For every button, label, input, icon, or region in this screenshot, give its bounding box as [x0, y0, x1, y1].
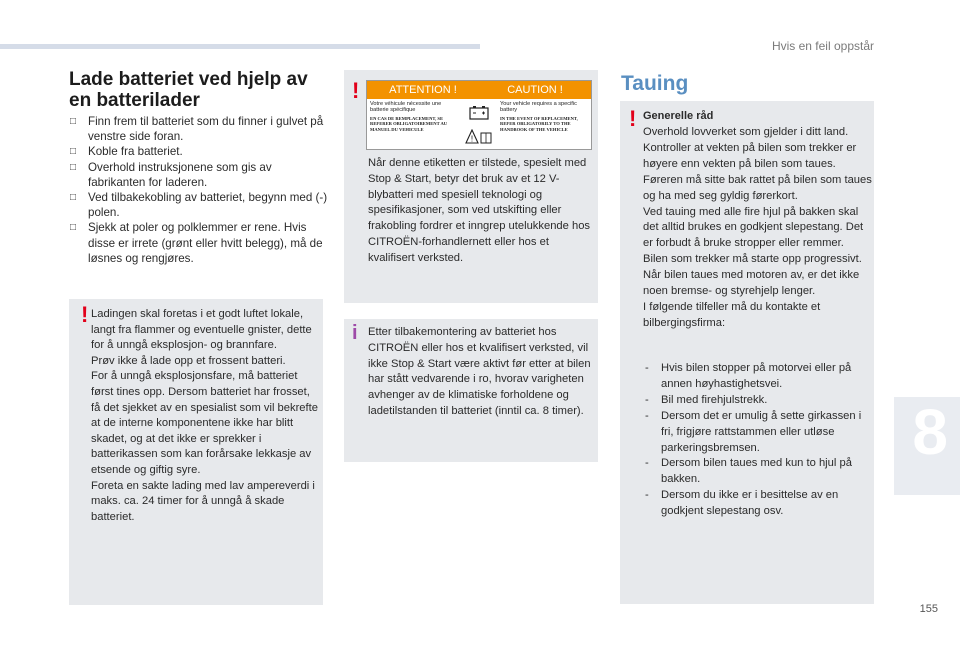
check-box-icon: □: [70, 192, 77, 204]
towing-cases-list: [643, 361, 873, 520]
battery-warning-sticker: [366, 80, 592, 150]
sticker-caution: CAUTION !: [507, 84, 563, 96]
warning-exclamation-icon: !: [629, 106, 637, 131]
battery-steps-list: [70, 114, 332, 266]
list-item: - Dersom bilen taues med kun to hjul på bakken.: [645, 457, 852, 486]
warning-book-icon: [465, 129, 493, 145]
list-item: - Hvis bilen stopper på motorvei eller på annen høyhastighetsvei.: [645, 362, 852, 390]
list-item: - Dersom du ikke er i besittelse av en godkjent slepestang osv.: [645, 489, 839, 518]
list-item: □ Koble fra batteriet.: [70, 145, 183, 159]
check-box-icon: □: [70, 146, 77, 158]
list-item: - Bil med firehjulstrekk.: [645, 393, 768, 406]
list-item: □ Finn frem til batteriet som du finner i gulvet på venstre side foran.: [70, 115, 324, 144]
warning-exclamation-icon: !: [352, 78, 360, 103]
towing-heading: Generelle råd: [643, 110, 714, 122]
sticker-french: Votre véhicule nécessite une batterie spécifique EN CAS DE REMPLACEMENT, SE REFERER OBLIGATOIREMENT AU MANUEL DU VEHICULE: [370, 101, 448, 132]
list-item: - Dersom det er umulig å sette girkassen i fri, frigjøre rattstammen eller utløse parkeringsbremsen.: [645, 409, 862, 454]
stop-start-info-text: Etter tilbakemontering av batteriet hos CITROËN eller hos et kvalifisert verksted, vil ikke Stop & Start være aktivt før etter at bilen har stått vedvarende i ro, hvorav varigheten avhenger av de klimatiske forholdene og ladetilstanden til batteriet (inntil ca. 8 timer).: [368, 326, 591, 417]
battery-charger-title: Lade batteriet ved hjelp av en batterilader: [69, 69, 308, 111]
sticker-icons: [461, 99, 497, 149]
list-item: □ Ved tilbakekobling av batteriet, begynn med (-) polen.: [70, 191, 328, 220]
page-number: 155: [919, 603, 938, 615]
check-box-icon: □: [70, 222, 77, 234]
towing-text: Overhold lovverket som gjelder i ditt land. Kontroller at vekten på bilen som trekker er høyere enn vekten på bilen som taues. Føreren må sitte bak rattet på bilen som taues og ha med seg gyldig førerkort. Ved tauing med alle fire hjul på bakken skal det alltid brukes en godkjent slepestang. Det er forbudt å bruke stropper eller remmer. Bilen som trekker må starte opp progressivt. Når bilen taues med motoren av, er det ikke noen bremse- og styrehjelp lenger. I følgende tilfeller må du kontakte et bilbergingsfirma:: [643, 126, 872, 329]
header-bar: [0, 44, 480, 49]
svg-text:!: !: [470, 134, 474, 143]
list-item: □ Sjekk at poler og polklemmer er rene. Hvis disse er irrete (grønt eller hvitt belegg), må de løsnes og rengjøres.: [70, 221, 323, 265]
battery-icon: [468, 104, 490, 120]
section-header: Hvis en feil oppstår: [771, 39, 874, 53]
sticker-body: [367, 99, 591, 149]
sticker-header: [367, 81, 591, 99]
warning-exclamation-icon: !: [81, 302, 89, 327]
sticker-english: Your vehicle requires a specific battery IN THE EVENT OF REPLACEMENT, REFER OBLIGATORILY TO THE HANDBOOK OF THE VEHICLE: [500, 101, 578, 132]
check-box-icon: □: [70, 116, 77, 127]
check-box-icon: □: [70, 161, 77, 173]
charging-warning-text: Ladingen skal foretas i et godt luftet lokale, langt fra flammer og eventuelle gnister, dette for å unngå eksplosjon- og brannfare. Prøv ikke å lade opp et frossent batteri. For å unngå eksplosjonsfare, må batteriet først tines opp. Dersom batteriet har frosset, få det sjekket av en spesialist som vil bekrefte at de interne komponentene ikke har blitt skadet, og at det ikke er sprekker i batterikassen som kan forårsake lekkasje av etsende og giftig syre. Foreta en sakte lading med lav ampereverdi i maks. ca. 24 timer for å unngå å skade batteriet.: [91, 308, 318, 523]
sticker-attention: ATTENTION !: [389, 84, 457, 96]
list-item: □ Overhold instruksjonene som gis av fabrikanten for laderen.: [70, 160, 272, 189]
info-icon: i: [352, 322, 358, 344]
towing-title: Tauing: [621, 72, 689, 95]
chapter-number: 8: [912, 396, 948, 468]
battery-label-text: Når denne etiketten er tilstede, spesielt med Stop & Start, betyr det bruk av et 12 V-blybatteri med spesiell teknologi og spesifikasjoner, som ved utskifting eller frakobling fordrer et inngrep utelukkende hos CITROËN-forhandlernett eller hos et kvalifisert verksted.: [368, 157, 591, 264]
